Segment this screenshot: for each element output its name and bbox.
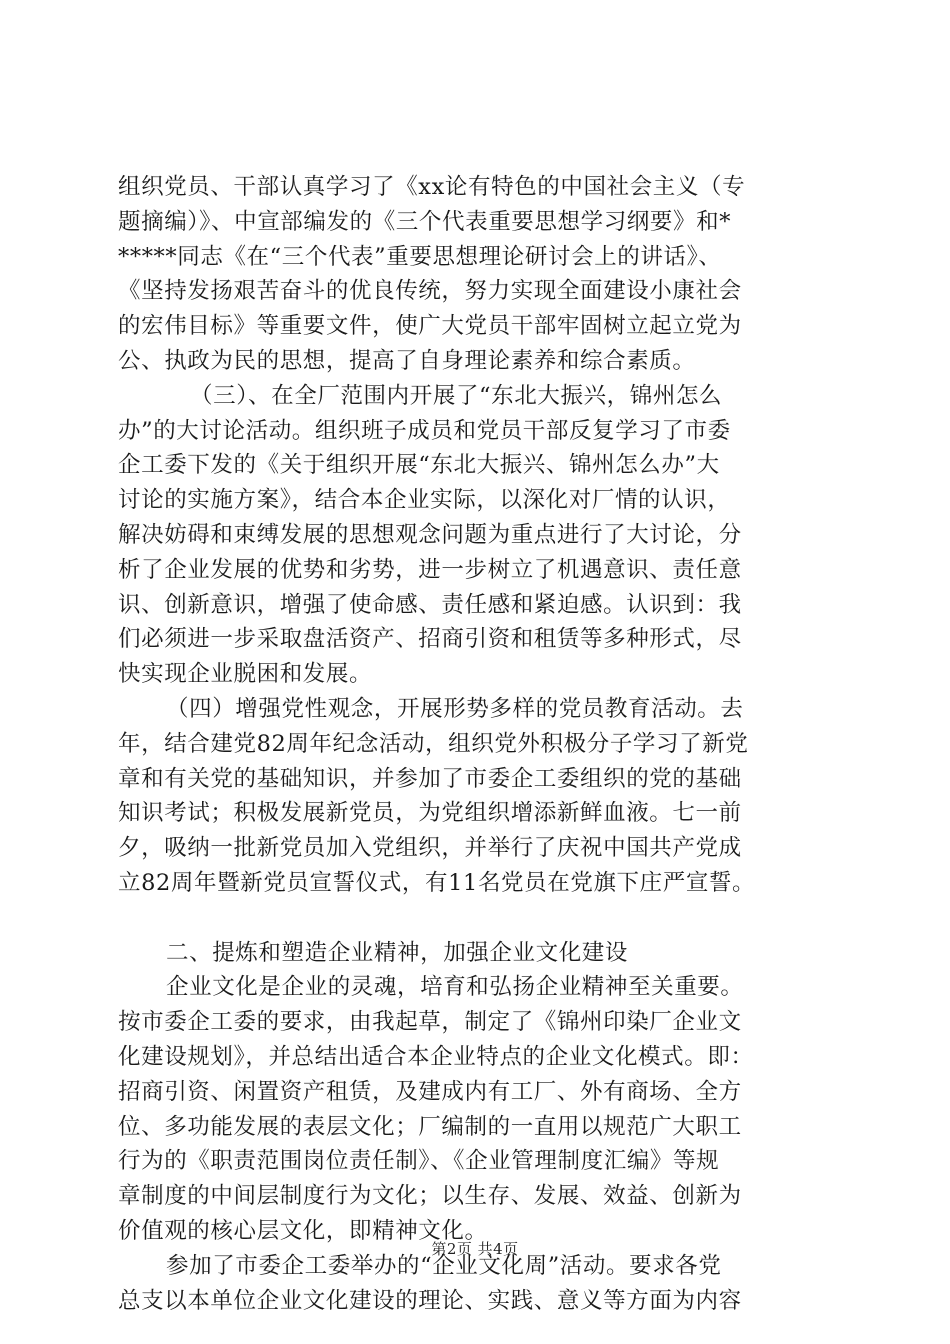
text-line: 立82周年暨新党员宣誓仪式，有11名党员在党旗下庄严宣誓。 bbox=[118, 869, 756, 896]
text-line: 位、多功能发展的表层文化；厂编制的一直用以规范广大职工 bbox=[118, 1113, 742, 1140]
text-line: 析了企业发展的优势和劣势，进一步树立了机遇意识、责任意 bbox=[118, 556, 742, 583]
text-line: 章和有关党的基础知识，并参加了市委企工委组织的党的基础 bbox=[118, 765, 742, 792]
text-line: 解决妨碍和束缚发展的思想观念问题为重点进行了大讨论，分 bbox=[118, 521, 742, 548]
text-line: 识、创新意识，增强了使命感、责任感和紧迫感。认识到：我 bbox=[118, 591, 742, 618]
page-number-footer: 第2页 共4页 bbox=[431, 1240, 519, 1258]
blank-line bbox=[118, 901, 838, 936]
text-line: 行为的《职责范围岗位责任制》、《企业管理制度汇编》等规 bbox=[118, 1148, 720, 1175]
text-line: 按市委企工委的要求，由我起草，制定了《锦州印染厂企业文 bbox=[118, 1009, 742, 1036]
text-line: 《坚持发扬艰苦奋斗的优良传统，努力实现全面建设小康社会 bbox=[118, 278, 742, 305]
text-line: 价值观的核心层文化，即精神文化。 bbox=[118, 1217, 488, 1244]
text-line: 总支以本单位企业文化建设的理论、实践、意义等方面为内容 bbox=[118, 1287, 742, 1314]
text-line: 讨论的实施方案》，结合本企业实际，以深化对厂情的认识， bbox=[118, 487, 731, 514]
paragraph-start-line: 企业文化是企业的灵魂，培育和弘扬企业精神至关重要。 bbox=[166, 974, 744, 1001]
paragraph-start-line: 参加了市委企工委举办的“企业文化周”活动。要求各党 bbox=[166, 1252, 722, 1279]
text-line: *****同志《在“三个代表”重要思想理论研讨会上的讲话》、 bbox=[118, 243, 722, 270]
text-line: 企工委下发的《关于组织开展“东北大振兴、锦州怎么办”大 bbox=[118, 452, 720, 479]
text-line: 题摘编）》、中宣部编发的《三个代表重要思想学习纲要》和* bbox=[118, 208, 732, 235]
text-line: 公、执政为民的思想，提高了自身理论素养和综合素质。 bbox=[118, 347, 696, 374]
text-line: 化建设规划》，并总结出适合本企业特点的企业文化模式。即： bbox=[118, 1043, 754, 1070]
text-line: 办”的大讨论活动。组织班子成员和党员干部反复学习了市委 bbox=[118, 417, 731, 444]
paragraph-start-line: （三）、在全厂范围内开展了“东北大振兴，锦州怎么 bbox=[190, 382, 723, 409]
text-line: 的宏伟目标》等重要文件，使广大党员干部牢固树立起立党为 bbox=[118, 313, 742, 340]
text-line: 年，结合建党82周年纪念活动，组织党外积极分子学习了新党 bbox=[118, 730, 749, 757]
text-line: 组织党员、干部认真学习了《xx论有特色的中国社会主义（专 bbox=[118, 174, 746, 200]
text-line: 们必须进一步采取盘活资产、招商引资和租赁等多种形式，尽 bbox=[118, 626, 742, 653]
document-body bbox=[118, 170, 838, 1318]
paragraph-start-line: （四）增强党性观念，开展形势多样的党员教育活动。去 bbox=[166, 695, 744, 722]
text-line: 快实现企业脱困和发展。 bbox=[118, 661, 373, 688]
text-line: 知识考试；积极发展新党员，为党组织增添新鲜血液。七一前 bbox=[118, 800, 742, 827]
section-heading: 二、提炼和塑造企业精神，加强企业文化建设 bbox=[166, 939, 629, 966]
text-line: 章制度的中间层制度行为文化；以生存、发展、效益、创新为 bbox=[118, 1183, 742, 1210]
text-line: 夕，吸纳一批新党员加入党组织，并举行了庆祝中国共产党成 bbox=[118, 835, 742, 862]
text-line: 招商引资、闲置资产租赁，及建成内有工厂、外有商场、全方 bbox=[118, 1078, 742, 1105]
